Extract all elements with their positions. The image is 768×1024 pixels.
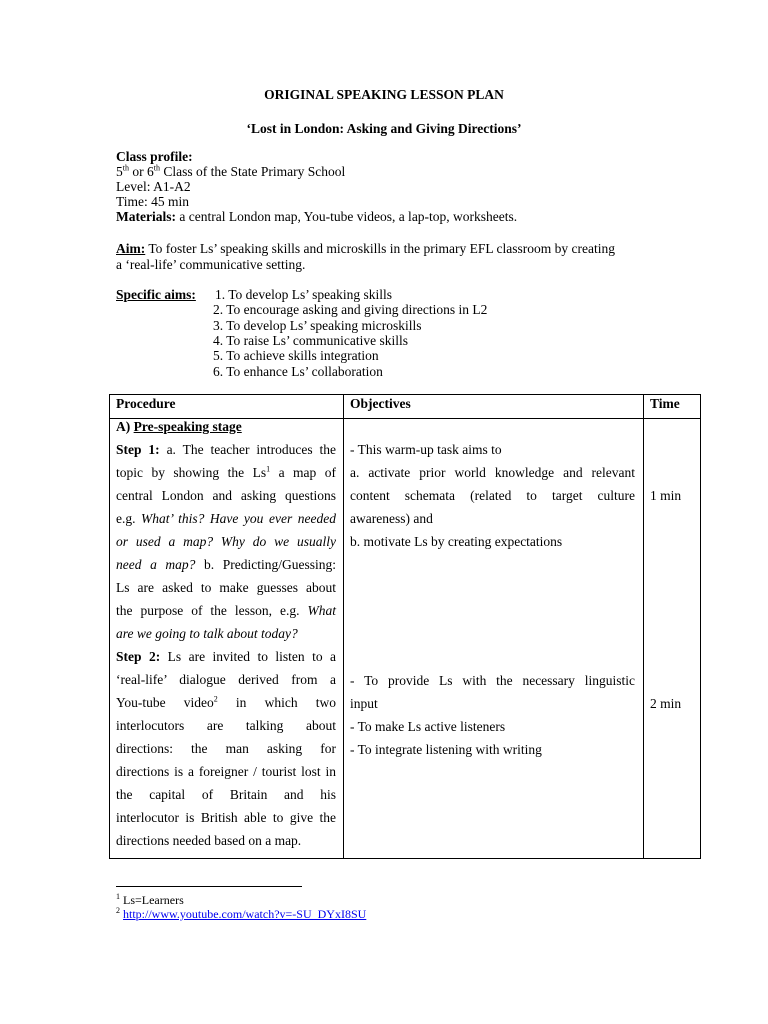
footnote-link[interactable]: http://www.youtube.com/watch?v=-SU_DYxI8SU xyxy=(123,907,367,921)
footnote-ref-1: 1 xyxy=(266,464,271,474)
objective-line: a. activate prior world knowledge and relevant xyxy=(350,465,635,480)
step1-text: a map of xyxy=(270,465,336,480)
header-time: Time xyxy=(650,396,680,411)
objective-line: content schemata (related to target culture xyxy=(350,488,635,503)
materials-label: Materials: xyxy=(116,209,176,224)
table-border-left xyxy=(109,394,110,859)
objectives-cell-step1 xyxy=(350,438,635,553)
header-objectives: Objectives xyxy=(350,396,411,411)
footnote-ref-2: 2 xyxy=(213,694,218,704)
step1-text: e.g. xyxy=(116,511,142,526)
footnote-text: Ls=Learners xyxy=(120,893,184,907)
step1-text: a. The teacher introduces the xyxy=(159,442,336,457)
step2-row: directions: the man asking for xyxy=(116,741,336,756)
aim-line-2: a ‘real-life’ communicative setting. xyxy=(116,257,306,272)
specific-aim-item: 3. To develop Ls’ speaking microskills xyxy=(213,318,422,333)
step1-text: b. Predicting/Guessing: xyxy=(195,557,336,572)
step1-label: Step 1: xyxy=(116,442,160,457)
step2-row: ‘real-life’ dialogue derived from a xyxy=(116,672,336,687)
stage-prefix: A) xyxy=(116,419,134,434)
footnote-num: 1 xyxy=(116,892,120,901)
time-step1: 1 min xyxy=(650,488,682,503)
time-line: Time: 45 min xyxy=(116,194,190,209)
class-profile-heading: Class profile: xyxy=(116,149,193,164)
step1-row: Ls are asked to make guesses about xyxy=(116,580,336,595)
step1-question: or used a map? Why do we usually xyxy=(116,534,336,549)
objective-line: input xyxy=(350,696,378,711)
class-sup-b: th xyxy=(153,163,160,173)
aim-label: Aim: xyxy=(116,241,146,256)
materials-value: a central London map, You-tube videos, a lap-top, worksheets. xyxy=(175,209,518,224)
step1-question: need a map? xyxy=(116,557,196,572)
step1-row: central London and asking questions xyxy=(116,488,336,503)
class-num-b: or 6 xyxy=(128,164,154,179)
step1-row xyxy=(116,599,336,622)
step2-row xyxy=(116,645,336,668)
step1-question: are we going to talk about today? xyxy=(116,626,298,641)
objective-line: b. motivate Ls by creating expectations xyxy=(350,534,563,549)
aim-line-1 xyxy=(116,241,615,257)
class-sup-a: th xyxy=(122,163,129,173)
step1-row xyxy=(116,507,336,530)
specific-aim-item: 6. To enhance Ls’ collaboration xyxy=(213,364,383,379)
document-subtitle: ‘Lost in London: Asking and Giving Directions’ xyxy=(246,121,522,136)
step1-question: What’ this? Have you ever needed xyxy=(141,511,336,526)
objectives-cell-step2 xyxy=(350,669,635,761)
step1-row xyxy=(116,438,336,461)
objective-line: awareness) and xyxy=(350,511,433,526)
specific-aims-label: Specific aims: xyxy=(116,287,196,302)
step1-question: What xyxy=(307,603,336,618)
table-border-bottom xyxy=(109,858,701,859)
step2-text: You-tube video xyxy=(116,695,214,710)
document-title: ORIGINAL SPEAKING LESSON PLAN xyxy=(264,87,504,102)
step2-row xyxy=(116,691,336,714)
objective-line: - This warm-up task aims to xyxy=(350,442,502,457)
step2-row: directions needed based on a map. xyxy=(116,833,302,848)
table-border-top xyxy=(109,394,701,395)
footnote-rule xyxy=(116,886,302,887)
step1-row xyxy=(116,622,336,645)
step2-row: directions is a foreigner / tourist lost in xyxy=(116,764,336,779)
step1-row xyxy=(116,530,336,553)
step1-text: the purpose of the lesson, e.g. xyxy=(116,603,308,618)
time-step2: 2 min xyxy=(650,696,682,711)
header-procedure: Procedure xyxy=(116,396,176,411)
table-border-right xyxy=(700,394,701,859)
specific-aim-item: 4. To raise Ls’ communicative skills xyxy=(213,333,409,348)
step1-row xyxy=(116,461,336,484)
objective-line: - To provide Ls with the necessary linguistic xyxy=(350,673,635,688)
objective-line: - To integrate listening with writing xyxy=(350,742,542,757)
class-num-a: 5 xyxy=(116,164,123,179)
footnote-2 xyxy=(116,907,366,921)
class-line xyxy=(116,164,345,180)
step2-row: interlocutors are talking about xyxy=(116,718,336,733)
step2-row: interlocutor is British able to give the xyxy=(116,810,336,825)
aim-text-1: To foster Ls’ speaking skills and microskills in the primary EFL classroom by creating xyxy=(145,241,615,256)
stage-heading xyxy=(116,419,242,435)
specific-aim-item: 2. To encourage asking and giving directions in L2 xyxy=(213,302,488,317)
step2-label: Step 2: xyxy=(116,649,161,664)
procedure-cell xyxy=(116,438,336,852)
class-desc: Class of the State Primary School xyxy=(159,164,346,179)
footnote-1 xyxy=(116,893,184,907)
specific-aim-item: 5. To achieve skills integration xyxy=(213,348,379,363)
step1-row xyxy=(116,553,336,576)
step2-text: Ls are invited to listen to a xyxy=(160,649,337,664)
step2-text: in which two xyxy=(217,695,336,710)
table-col-divider-1 xyxy=(343,394,344,859)
materials-line xyxy=(116,209,517,225)
footnote-num: 2 xyxy=(116,906,120,915)
step2-row: the capital of Britain and his xyxy=(116,787,336,802)
level-line: Level: A1-A2 xyxy=(116,179,191,194)
step1-text: topic by showing the Ls xyxy=(116,465,267,480)
table-col-divider-2 xyxy=(643,394,644,859)
specific-aim-item: 1. To develop Ls’ speaking skills xyxy=(215,287,393,302)
stage-name: Pre-speaking stage xyxy=(133,419,242,434)
objective-line: - To make Ls active listeners xyxy=(350,719,506,734)
